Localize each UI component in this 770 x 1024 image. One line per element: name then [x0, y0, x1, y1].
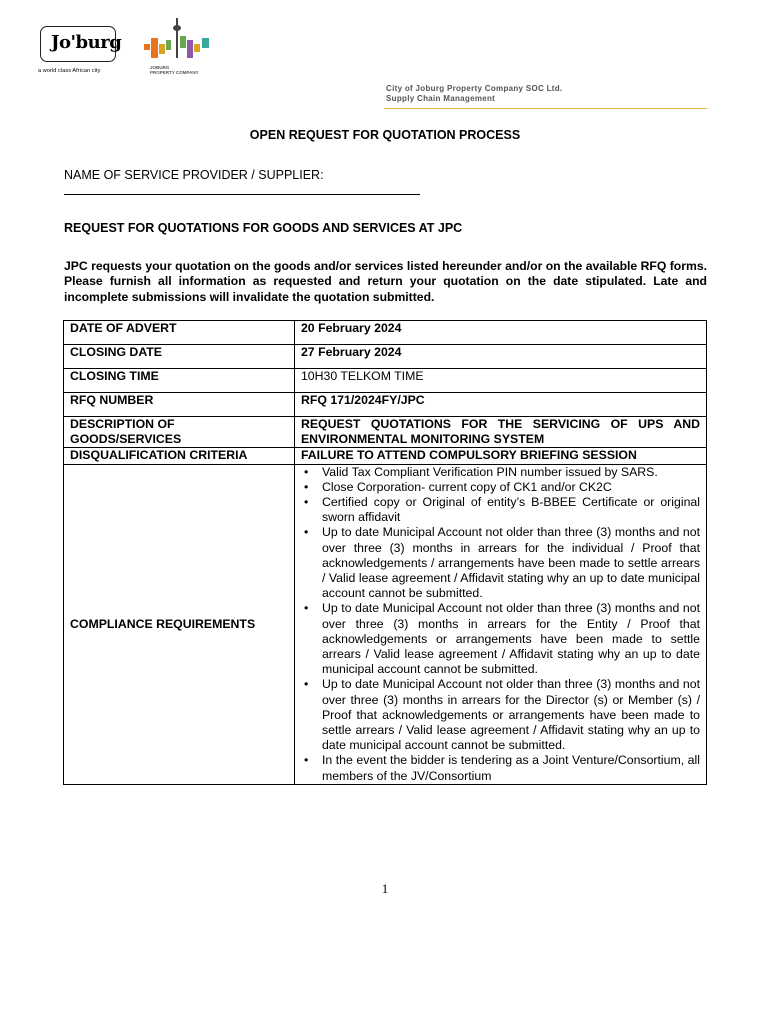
document-subtitle: REQUEST FOR QUOTATIONS FOR GOODS AND SERVICES AT JPC	[64, 221, 463, 235]
list-item: • Close Corporation- current copy of CK1 and/or CK2C	[322, 480, 700, 495]
table-row	[64, 321, 707, 345]
joburg-logo	[38, 26, 120, 76]
description-label: DESCRIPTION OF GOODS/SERVICES	[64, 417, 295, 448]
joburg-logo-frame	[40, 26, 122, 62]
compliance-list	[301, 465, 700, 784]
table-row	[64, 345, 707, 369]
table-row	[64, 393, 707, 417]
department-name: Supply Chain Management	[386, 94, 496, 103]
joburg-logo-tagline: a world class African city	[38, 68, 101, 74]
list-item: • Up to date Municipal Account not older than three (3) months and not over three (3) months in arrears for the individual / Proof that acknowledgements / arrangements have been made to settle arrears / Valid lease agreement / Affidavit stating why an up to date municipal account cannot be submitted.	[322, 525, 700, 601]
closing-time-label: CLOSING TIME	[64, 369, 295, 393]
table-row	[64, 417, 707, 448]
supplier-signature-line	[64, 194, 420, 195]
closing-time-value: 10H30 TELKOM TIME	[294, 369, 706, 393]
jpc-logo-text: JOBURG PROPERTY COMPANY	[150, 65, 199, 75]
company-header	[386, 84, 562, 104]
list-item: • Certified copy or Original of entity’s B-BBEE Certificate or original sworn affidavit	[322, 495, 700, 525]
page-number: 1	[381, 881, 389, 896]
company-name: City of Joburg Property Company SOC Ltd.	[386, 84, 563, 93]
closing-date-label: CLOSING DATE	[64, 345, 295, 369]
disqualification-label: DISQUALIFICATION CRITERIA	[64, 448, 295, 464]
closing-date-value: 27 February 2024	[294, 345, 706, 369]
list-item: • In the event the bidder is tendering as a Joint Venture/Consortium, all members of the JV/Consortium	[322, 753, 700, 783]
intro-paragraph: JPC requests your quotation on the goods and/or services listed hereunder and/or on the available RFQ forms. Please furnish all information as requested and return your quotation on the date stipulated. Late and incomplete submissions will invalidate the quotation submitted.	[64, 259, 707, 304]
advert-date-label: DATE OF ADVERT	[64, 321, 295, 345]
jpc-logo	[142, 14, 214, 76]
table-row	[64, 464, 707, 784]
advert-date-value: 20 February 2024	[294, 321, 706, 345]
supplier-label: NAME OF SERVICE PROVIDER / SUPPLIER:	[64, 168, 324, 182]
description-value: REQUEST QUOTATIONS FOR THE SERVICING OF UPS AND ENVIRONMENTAL MONITORING SYSTEM	[294, 417, 706, 448]
list-item: • Up to date Municipal Account not older than three (3) months and not over three (3) months in arrears for the Director (s) or Member (s) / Proof that acknowledgements or arrangements have been made to settle arrears / Valid lease agreement / Affidavit stating why an up to date municipal account cannot be submitted.	[322, 677, 700, 753]
rfq-details-table	[63, 320, 707, 785]
joburg-logo-wordmark: Jo'burg	[51, 32, 122, 53]
compliance-label: COMPLIANCE REQUIREMENTS	[64, 464, 295, 784]
rfq-number-value: RFQ 171/2024FY/JPC	[294, 393, 706, 417]
list-item: • Up to date Municipal Account not older than three (3) months and not over three (3) months in arrears for the Entity / Proof that acknowledgements or arrangements have been made to settle arrears / Valid lease agreement / Affidavit stating why an up to date municipal account cannot be submitted.	[322, 601, 700, 677]
list-item: • Valid Tax Compliant Verification PIN number issued by SARS.	[322, 465, 700, 480]
table-row	[64, 448, 707, 464]
compliance-requirements	[294, 464, 706, 784]
table-row	[64, 369, 707, 393]
document-title: OPEN REQUEST FOR QUOTATION PROCESS	[249, 128, 521, 142]
disqualification-value: FAILURE TO ATTEND COMPULSORY BRIEFING SESSION	[294, 448, 706, 464]
header-divider	[384, 108, 707, 109]
jpc-skyline-icon	[142, 14, 214, 64]
rfq-number-label: RFQ NUMBER	[64, 393, 295, 417]
